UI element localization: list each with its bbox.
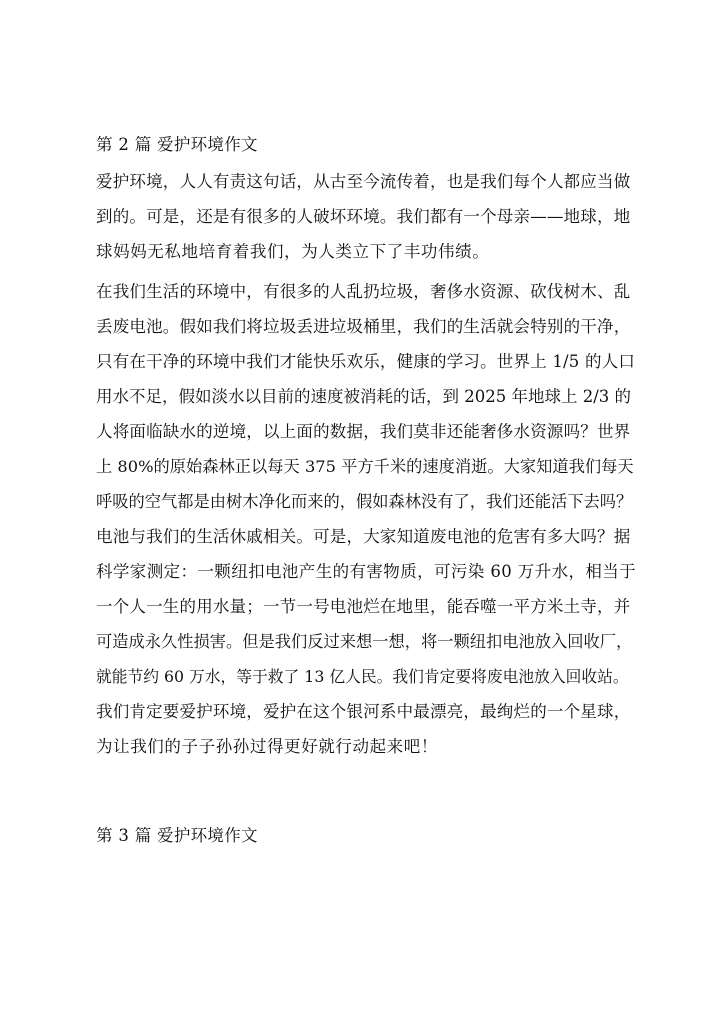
paragraph-line: 为让我们的子子孙孙过得更好就行动起来吧！ <box>96 737 438 756</box>
paragraph-line: 用水不足，假如淡水以目前的速度被消耗的话，到 2025 年地球上 2/3 的 <box>96 387 632 406</box>
article-2-heading: 第 2 篇 爱护环境作文 <box>96 135 258 154</box>
paragraph-line: 到的。可是，还是有很多的人破坏环境。我们都有一个母亲——地球，地 <box>96 207 631 226</box>
paragraph-line: 上 80%的原始森林正以每天 375 平方千米的速度消逝。大家知道我们每天 <box>96 457 634 476</box>
paragraph-line: 只有在干净的环境中我们才能快乐欢乐，健康的学习。世界上 1/5 的人口 <box>96 352 636 371</box>
paragraph-line: 呼吸的空气都是由树木净化而来的，假如森林没有了，我们还能活下去吗？ <box>96 492 633 511</box>
paragraph-line: 一个人一生的用水量；一节一号电池烂在地里，能吞噬一平方米土寺，并 <box>96 597 631 616</box>
paragraph-line: 可造成永久性损害。但是我们反过来想一想，将一颗纽扣电池放入回收厂， <box>96 632 633 651</box>
paragraph-line: 就能节约 60 万水，等于救了 13 亿人民。我们肯定要将废电池放入回收站。 <box>96 667 629 686</box>
paragraph-line: 在我们生活的环境中，有很多的人乱扔垃圾，奢侈水资源、砍伐树木、乱 <box>96 282 631 301</box>
paragraph-line: 科学家测定：一颗纽扣电池产生的有害物质，可污染 60 万升水，相当于 <box>96 562 637 581</box>
paragraph-line: 我们肯定要爱护环境，爱护在这个银河系中最漂亮，最绚烂的一个星球， <box>96 702 631 721</box>
article-3-heading: 第 3 篇 爱护环境作文 <box>96 826 258 845</box>
paragraph-line: 电池与我们的生活休戚相关。可是，大家知道废电池的危害有多大吗？据 <box>96 527 631 546</box>
paragraph-line: 球妈妈无私地培育着我们，为人类立下了丰功伟绩。 <box>96 242 490 261</box>
paragraph-line: 爱护环境，人人有责这句话，从古至今流传着，也是我们每个人都应当做 <box>96 172 631 191</box>
paragraph-line: 丢废电池。假如我们将垃圾丢进垃圾桶里，我们的生活就会特别的干净， <box>96 317 631 336</box>
paragraph-line: 人将面临缺水的逆境，以上面的数据，我们莫非还能奢侈水资源吗？世界 <box>96 422 631 441</box>
